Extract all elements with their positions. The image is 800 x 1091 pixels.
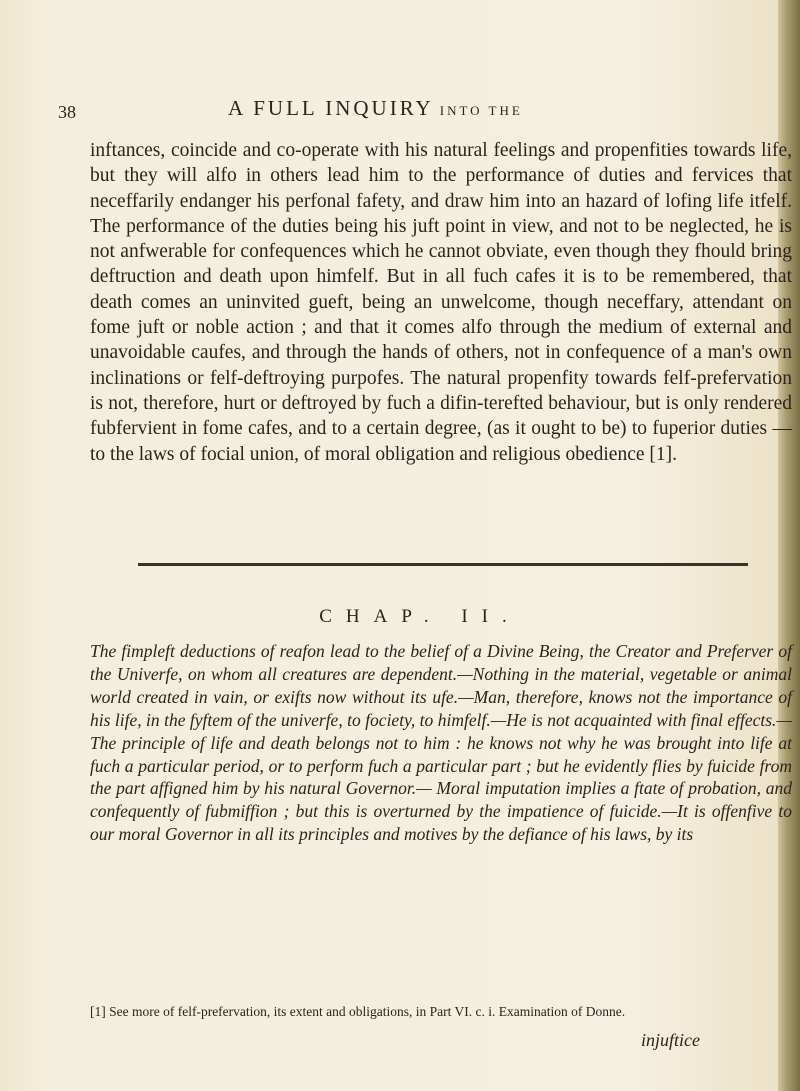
page-number: 38 xyxy=(58,102,76,122)
body-text xyxy=(90,138,792,467)
running-title-small: INTO THE xyxy=(439,103,523,118)
footnote: [1] See more of felf-prefervation, its extent and obligations, in Part VI. c. i. Examination of Donne. xyxy=(90,1004,626,1019)
chapter-summary: The fimpleft deductions of reafon lead to the belief of a Divine Being, the Creator and Preferver of the Univerfe, on whom all creatures are dependent.—Nothing in the material, vegetable or animal world created in vain, or exifts now without its ufe.—Man, therefore, knows not the importance of his life, in the fyftem of the univerfe, to fociety, to himfelf.—He is not acquainted with final effects.—The principle of life and death belongs not to him : he knows not why he was brought into life at fuch a particular period, or to perform fuch a particular part ; but he evidently flies by fuicide from the part affigned him by his natural Governor.— Moral imputation implies a ftate of probation, and confequently of fubmiffion ; but this is overturned by the impatience of fuicide.—It is offenfive to our moral Governor in all its principles and motives by the defiance of his laws, by its xyxy=(90,641,792,845)
running-title-main: A FULL INQUIRY xyxy=(228,96,434,120)
section-rule xyxy=(138,563,748,566)
body-paragraph: inftances, coincide and co-operate with his natural feelings and propenfities towards life, but they will alfo in others lead him to the performance of duties and fervices that neceffarily endanger his perfonal fafety, and draw him into an hazard of lofing life itfelf. The performance of the duties being his juft point in view, and not to be neglected, he is not anfwerable for confequences which he cannot obviate, even though they fhould bring deftruction and death upon himfelf. But in all fuch cafes it is to be remembered, that death comes an uninvited gueft, being an unwelcome, though neceffary, attendant on fome juft or noble action ; and that it comes alfo through the medium of external and unavoidable caufes, and through the hands of others, not in confequence of a man's own inclinations or felf-deftroying purpofes. The natural propenfity towards felf-prefervation is not, therefore, hurt or deftroyed by fuch a difin-terefted behaviour, but is only rendered fubfervient in fome cafes, and to a certain degree, (as it ought to be) to fuperior duties — to the laws of focial union, of moral obligation and religious obedience [1]. xyxy=(90,140,792,465)
catchword: injuftice xyxy=(641,1030,700,1050)
running-title xyxy=(228,96,523,121)
running-head xyxy=(58,96,758,126)
chapter-heading: CHAP. II. xyxy=(319,606,521,627)
